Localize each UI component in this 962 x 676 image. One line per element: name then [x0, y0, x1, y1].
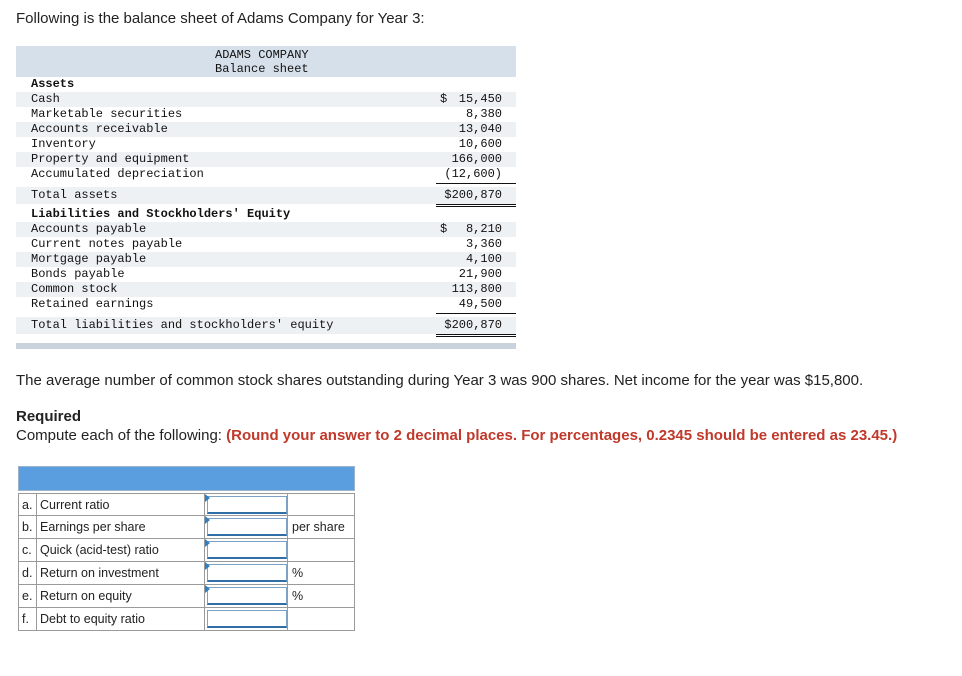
input-marker-icon [205, 516, 210, 524]
liability-amount: 49,500 [458, 297, 502, 311]
asset-amount: 15,450 [458, 92, 502, 106]
total-liabilities-row [16, 317, 516, 334]
subtotal-underline [436, 313, 516, 314]
total-double-underline [436, 334, 516, 335]
row-letter: e. [18, 585, 37, 607]
input-marker-icon [205, 494, 210, 502]
dollar-sign: $ [440, 222, 448, 236]
liability-amount: 3,360 [465, 237, 502, 251]
total-assets-row [16, 187, 516, 204]
asset-amount: (12,600) [444, 167, 502, 181]
row-label: Return on equity [40, 589, 132, 603]
total-liabilities-label: Total liabilities and stockholders' equity [31, 318, 334, 332]
row-letter: c. [18, 539, 37, 561]
return-on-investment-input[interactable] [207, 564, 287, 582]
input-marker-icon [205, 539, 210, 547]
liability-row [16, 237, 516, 252]
liability-label: Retained earnings [31, 297, 154, 311]
liability-row [16, 282, 516, 297]
info-paragraph: The average number of common stock shares outstanding during Year 3 was 900 shares. Net income for the year was $15,800. [16, 372, 864, 389]
liability-label: Accounts payable [31, 222, 147, 236]
liability-label: Common stock [31, 282, 118, 296]
answer-cell [204, 585, 288, 607]
required-heading: Required [16, 408, 82, 425]
subtotal-underline [436, 183, 516, 184]
intro-text: Following is the balance sheet of Adams Company for Year 3: [16, 10, 425, 27]
row-label: Quick (acid-test) ratio [40, 543, 159, 557]
asset-amount: 8,380 [465, 107, 502, 121]
total-assets-label: Total assets [31, 188, 118, 202]
assets-heading: Assets [31, 77, 75, 91]
row-label: Return on investment [40, 566, 159, 580]
return-on-equity-input[interactable] [207, 587, 287, 605]
input-marker-icon [205, 585, 210, 593]
liability-amount: 8,210 [465, 222, 502, 236]
answer-table [18, 466, 355, 630]
liability-amount: 113,800 [451, 282, 502, 296]
liability-row [16, 252, 516, 267]
asset-label: Accumulated depreciation [31, 167, 204, 181]
row-letter: a. [18, 494, 37, 516]
asset-row [16, 167, 516, 182]
asset-label: Inventory [31, 137, 96, 151]
answer-cell [204, 516, 288, 538]
debt-to-equity-input[interactable] [207, 610, 287, 628]
total-liabilities-amount: $200,870 [444, 318, 502, 332]
liability-row [16, 297, 516, 312]
row-unit: per share [288, 516, 355, 538]
asset-amount: 10,600 [458, 137, 502, 151]
input-marker-icon [205, 562, 210, 570]
asset-label: Cash [31, 92, 60, 106]
row-label: Earnings per share [40, 520, 146, 534]
balance-sheet [16, 46, 516, 350]
answer-cell [204, 539, 288, 561]
asset-amount: 13,040 [458, 122, 502, 136]
asset-label: Marketable securities [31, 107, 183, 121]
answer-row-quick-ratio [18, 539, 355, 562]
balance-sheet-header [16, 46, 516, 77]
earnings-per-share-input[interactable] [207, 518, 287, 536]
liability-label: Bonds payable [31, 267, 125, 281]
quick-ratio-input[interactable] [207, 541, 287, 559]
assets-heading-row [16, 77, 516, 92]
asset-amount: 166,000 [451, 152, 502, 166]
current-ratio-input[interactable] [207, 496, 287, 514]
total-double-underline [436, 336, 516, 337]
answer-cell [204, 608, 288, 630]
asset-row [16, 92, 516, 107]
liability-amount: 4,100 [465, 252, 502, 266]
answer-row-earnings-per-share [18, 516, 355, 539]
row-label: Debt to equity ratio [40, 612, 145, 626]
rounding-note: (Round your answer to 2 decimal places. For percentages, 0.2345 should be entered as 23.45.) [226, 427, 898, 444]
asset-row [16, 107, 516, 122]
row-unit: % [288, 562, 355, 584]
row-unit [288, 494, 355, 516]
liability-label: Current notes payable [31, 237, 183, 251]
sheet-title: Balance sheet [215, 62, 309, 76]
liability-label: Mortgage payable [31, 252, 147, 266]
liability-row [16, 267, 516, 282]
row-unit [288, 539, 355, 561]
total-assets-amount: $200,870 [444, 188, 502, 202]
asset-row [16, 152, 516, 167]
answer-table-header [18, 466, 355, 491]
asset-label: Property and equipment [31, 152, 190, 166]
row-label: Current ratio [40, 498, 110, 512]
asset-row [16, 122, 516, 137]
liability-amount: 21,900 [458, 267, 502, 281]
total-double-underline [436, 204, 516, 205]
company-name: ADAMS COMPANY [215, 48, 309, 62]
required-text: Compute each of the following: [16, 427, 227, 444]
row-letter: b. [18, 516, 37, 538]
dollar-sign: $ [440, 92, 448, 106]
asset-row [16, 137, 516, 152]
answer-row-return-on-equity [18, 585, 355, 608]
liability-row [16, 222, 516, 237]
liabilities-heading-row [16, 207, 516, 222]
balance-sheet-footer-bar [16, 343, 516, 349]
row-unit [288, 608, 355, 630]
answer-row-return-on-investment [18, 562, 355, 585]
answer-cell [204, 494, 288, 516]
row-letter: d. [18, 562, 37, 584]
liabilities-heading: Liabilities and Stockholders' Equity [31, 207, 291, 221]
row-letter: f. [18, 608, 37, 630]
asset-label: Accounts receivable [31, 122, 168, 136]
row-unit: % [288, 585, 355, 607]
answer-cell [204, 562, 288, 584]
answer-row-debt-to-equity [18, 608, 355, 631]
answer-row-current-ratio [18, 493, 355, 516]
required-instructions [16, 427, 897, 444]
